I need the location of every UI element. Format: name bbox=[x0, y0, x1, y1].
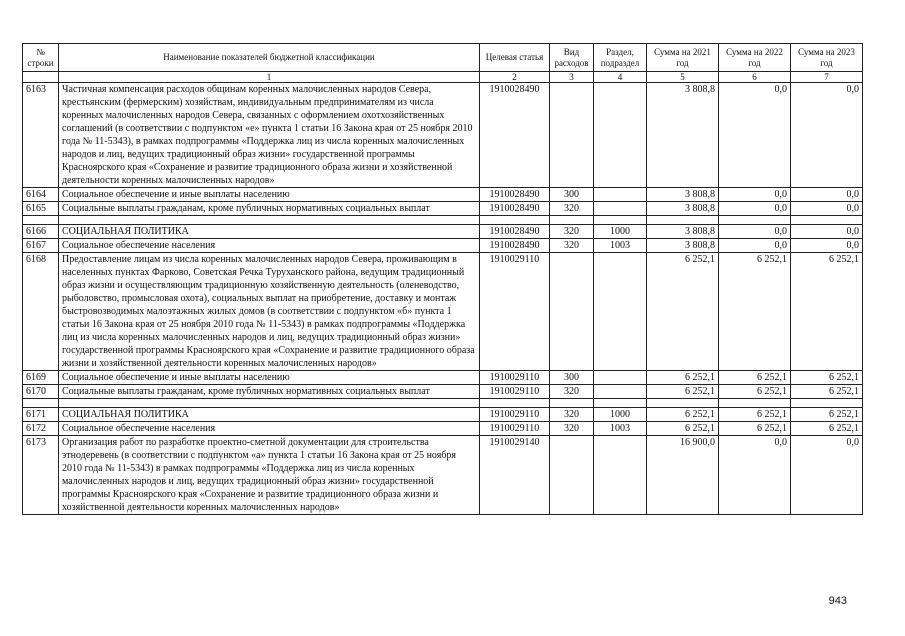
row-number: 6164 bbox=[23, 188, 59, 202]
row-name: Социальное обеспечение и иные выплаты населению bbox=[59, 188, 480, 202]
row-target: 1910028490 bbox=[480, 202, 550, 216]
row-number: 6172 bbox=[23, 422, 59, 436]
row-name: Организация работ по разработке проектно-сметной документации для строительства этнодеревень (в соответствии с подпунктом «а» пункта 1 статьи 16 Закона края от 25 ноября 2010 года № 11-5343) в рамках подпрограммы «Поддержка лиц из числа коренных малочисленных народов и лиц, ведущих традиционный образ жизни» государственной программы Красноярского края «Сохранение и развитие традиционного образа жизни и хозяйственной деятельности коренных малочисленных народов» bbox=[59, 436, 480, 515]
row-sum-2022: 6 252,1 bbox=[719, 422, 791, 436]
row-section bbox=[594, 83, 647, 188]
row-name: Частичная компенсация расходов общинам коренных малочисленных народов Севера, крестьянским (фермерским) хозяйствам, индивидуальным предпринимателям из числа коренных малочисленных народов Севера, связанных с оформлением охотхозяйственных соглашений (в соответствии с подпунктом «е» пункта 1 статьи 16 Закона края от 25 ноября 2010 года № 11-5343), в рамках подпрограммы «Поддержка лиц из числа коренных малочисленных народов и лиц, ведущих традиционный образ жизни» государственной программы Красноярского края «Сохранение и развитие традиционного образа жизни и хозяйственной деятельности коренных малочисленных народов» bbox=[59, 83, 480, 188]
page-number: 943 bbox=[828, 595, 847, 607]
table-row bbox=[23, 225, 863, 239]
row-sum-2021: 3 808,8 bbox=[647, 202, 719, 216]
row-section: 1003 bbox=[594, 422, 647, 436]
row-sum-2023: 6 252,1 bbox=[791, 408, 863, 422]
row-sum-2023: 0,0 bbox=[791, 239, 863, 253]
column-number: 5 bbox=[647, 72, 719, 83]
row-target: 1910028490 bbox=[480, 188, 550, 202]
row-exp-type: 300 bbox=[550, 371, 594, 385]
row-sum-2023: 6 252,1 bbox=[791, 371, 863, 385]
column-number: 4 bbox=[594, 72, 647, 83]
row-section bbox=[594, 188, 647, 202]
row-number: 6173 bbox=[23, 436, 59, 515]
table-row bbox=[23, 436, 863, 515]
row-number: 6163 bbox=[23, 83, 59, 188]
row-exp-type: 320 bbox=[550, 202, 594, 216]
row-exp-type bbox=[550, 253, 594, 371]
row-target: 1910028490 bbox=[480, 239, 550, 253]
table-row bbox=[23, 253, 863, 371]
row-section bbox=[594, 253, 647, 371]
header-target: Целевая статья bbox=[480, 44, 550, 72]
row-exp-type: 320 bbox=[550, 385, 594, 399]
column-number: 3 bbox=[550, 72, 594, 83]
row-number: 6165 bbox=[23, 202, 59, 216]
row-number: 6168 bbox=[23, 253, 59, 371]
row-name: Социальное обеспечение и иные выплаты населению bbox=[59, 371, 480, 385]
row-name: Социальные выплаты гражданам, кроме публичных нормативных социальных выплат bbox=[59, 385, 480, 399]
row-sum-2023: 0,0 bbox=[791, 83, 863, 188]
row-exp-type bbox=[550, 83, 594, 188]
header-sum-2022: Сумма на 2022 год bbox=[719, 44, 791, 72]
row-sum-2021: 3 808,8 bbox=[647, 83, 719, 188]
row-sum-2021: 6 252,1 bbox=[647, 253, 719, 371]
table-row bbox=[23, 188, 863, 202]
header-row-no: № строки bbox=[23, 44, 59, 72]
row-section bbox=[594, 436, 647, 515]
row-sum-2023: 0,0 bbox=[791, 202, 863, 216]
row-exp-type: 320 bbox=[550, 408, 594, 422]
row-sum-2022: 0,0 bbox=[719, 225, 791, 239]
column-number: 6 bbox=[719, 72, 791, 83]
spacer-row bbox=[23, 216, 863, 225]
row-sum-2023: 6 252,1 bbox=[791, 422, 863, 436]
row-name: СОЦИАЛЬНАЯ ПОЛИТИКА bbox=[59, 225, 480, 239]
row-target: 1910029110 bbox=[480, 422, 550, 436]
row-sum-2021: 3 808,8 bbox=[647, 225, 719, 239]
row-sum-2023: 6 252,1 bbox=[791, 253, 863, 371]
row-section: 1000 bbox=[594, 408, 647, 422]
row-exp-type bbox=[550, 436, 594, 515]
row-sum-2022: 6 252,1 bbox=[719, 408, 791, 422]
row-sum-2022: 0,0 bbox=[719, 83, 791, 188]
row-sum-2022: 6 252,1 bbox=[719, 385, 791, 399]
column-number: 7 bbox=[791, 72, 863, 83]
row-name: Социальное обеспечение населения bbox=[59, 239, 480, 253]
table-row bbox=[23, 371, 863, 385]
header-exp-type: Вид расходов bbox=[550, 44, 594, 72]
table-header-row bbox=[23, 44, 863, 72]
row-number: 6169 bbox=[23, 371, 59, 385]
row-number: 6170 bbox=[23, 385, 59, 399]
row-sum-2021: 6 252,1 bbox=[647, 371, 719, 385]
row-sum-2023: 0,0 bbox=[791, 225, 863, 239]
row-target: 1910029140 bbox=[480, 436, 550, 515]
row-name: СОЦИАЛЬНАЯ ПОЛИТИКА bbox=[59, 408, 480, 422]
row-sum-2022: 6 252,1 bbox=[719, 371, 791, 385]
row-section bbox=[594, 371, 647, 385]
row-number: 6171 bbox=[23, 408, 59, 422]
row-section bbox=[594, 385, 647, 399]
row-sum-2022: 0,0 bbox=[719, 239, 791, 253]
row-sum-2021: 16 900,0 bbox=[647, 436, 719, 515]
row-section: 1003 bbox=[594, 239, 647, 253]
table-row bbox=[23, 239, 863, 253]
header-name: Наименование показателей бюджетной классификации bbox=[59, 44, 480, 72]
table-row bbox=[23, 83, 863, 188]
row-exp-type: 300 bbox=[550, 188, 594, 202]
row-exp-type: 320 bbox=[550, 225, 594, 239]
row-sum-2021: 3 808,8 bbox=[647, 188, 719, 202]
column-number-blank bbox=[23, 72, 59, 83]
row-number: 6166 bbox=[23, 225, 59, 239]
row-target: 1910029110 bbox=[480, 385, 550, 399]
column-number: 1 bbox=[59, 72, 480, 83]
row-name: Предоставление лицам из числа коренных малочисленных народов Севера, проживающим в населенных пунктах Фарково, Советская Речка Туруханского района, ведущим традиционный образ жизни и осуществляющим традиционную хозяйственную деятельность (оленеводство, рыболовство, промысловая охота), социальных выплат на приобретение, доставку и монтаж быстровозводимых малоэтажных жилых домов (в соответствии с подпунктом «б» пункта 1 статьи 16 Закона края от 25 ноября 2010 года № 11-5343) в рамках подпрограммы «Поддержка лиц из числа коренных малочисленных народов и лиц, ведущих традиционный образ жизни» государственной программы Красноярского края «Сохранение и развитие традиционного образа жизни и хозяйственной деятельности коренных малочисленных народов» bbox=[59, 253, 480, 371]
row-target: 1910028490 bbox=[480, 83, 550, 188]
row-sum-2022: 6 252,1 bbox=[719, 253, 791, 371]
header-section: Раздел, подраздел bbox=[594, 44, 647, 72]
row-target: 1910028490 bbox=[480, 225, 550, 239]
row-section: 1000 bbox=[594, 225, 647, 239]
table-row bbox=[23, 385, 863, 399]
column-numbering-row bbox=[23, 72, 863, 83]
row-sum-2021: 6 252,1 bbox=[647, 422, 719, 436]
table-row bbox=[23, 202, 863, 216]
row-sum-2023: 0,0 bbox=[791, 188, 863, 202]
row-sum-2021: 3 808,8 bbox=[647, 239, 719, 253]
spacer-row bbox=[23, 399, 863, 408]
row-target: 1910029110 bbox=[480, 408, 550, 422]
row-number: 6167 bbox=[23, 239, 59, 253]
header-sum-2023: Сумма на 2023 год bbox=[791, 44, 863, 72]
row-sum-2021: 6 252,1 bbox=[647, 408, 719, 422]
column-number: 2 bbox=[480, 72, 550, 83]
header-sum-2021: Сумма на 2021 год bbox=[647, 44, 719, 72]
row-exp-type: 320 bbox=[550, 422, 594, 436]
row-section bbox=[594, 202, 647, 216]
row-name: Социальное обеспечение населения bbox=[59, 422, 480, 436]
row-sum-2022: 0,0 bbox=[719, 436, 791, 515]
row-sum-2023: 0,0 bbox=[791, 436, 863, 515]
budget-table bbox=[22, 43, 863, 515]
row-sum-2021: 6 252,1 bbox=[647, 385, 719, 399]
row-exp-type: 320 bbox=[550, 239, 594, 253]
table-row bbox=[23, 408, 863, 422]
row-name: Социальные выплаты гражданам, кроме публичных нормативных социальных выплат bbox=[59, 202, 480, 216]
row-target: 1910029110 bbox=[480, 371, 550, 385]
row-sum-2023: 6 252,1 bbox=[791, 385, 863, 399]
row-sum-2022: 0,0 bbox=[719, 202, 791, 216]
row-sum-2022: 0,0 bbox=[719, 188, 791, 202]
table-row bbox=[23, 422, 863, 436]
row-target: 1910029110 bbox=[480, 253, 550, 371]
